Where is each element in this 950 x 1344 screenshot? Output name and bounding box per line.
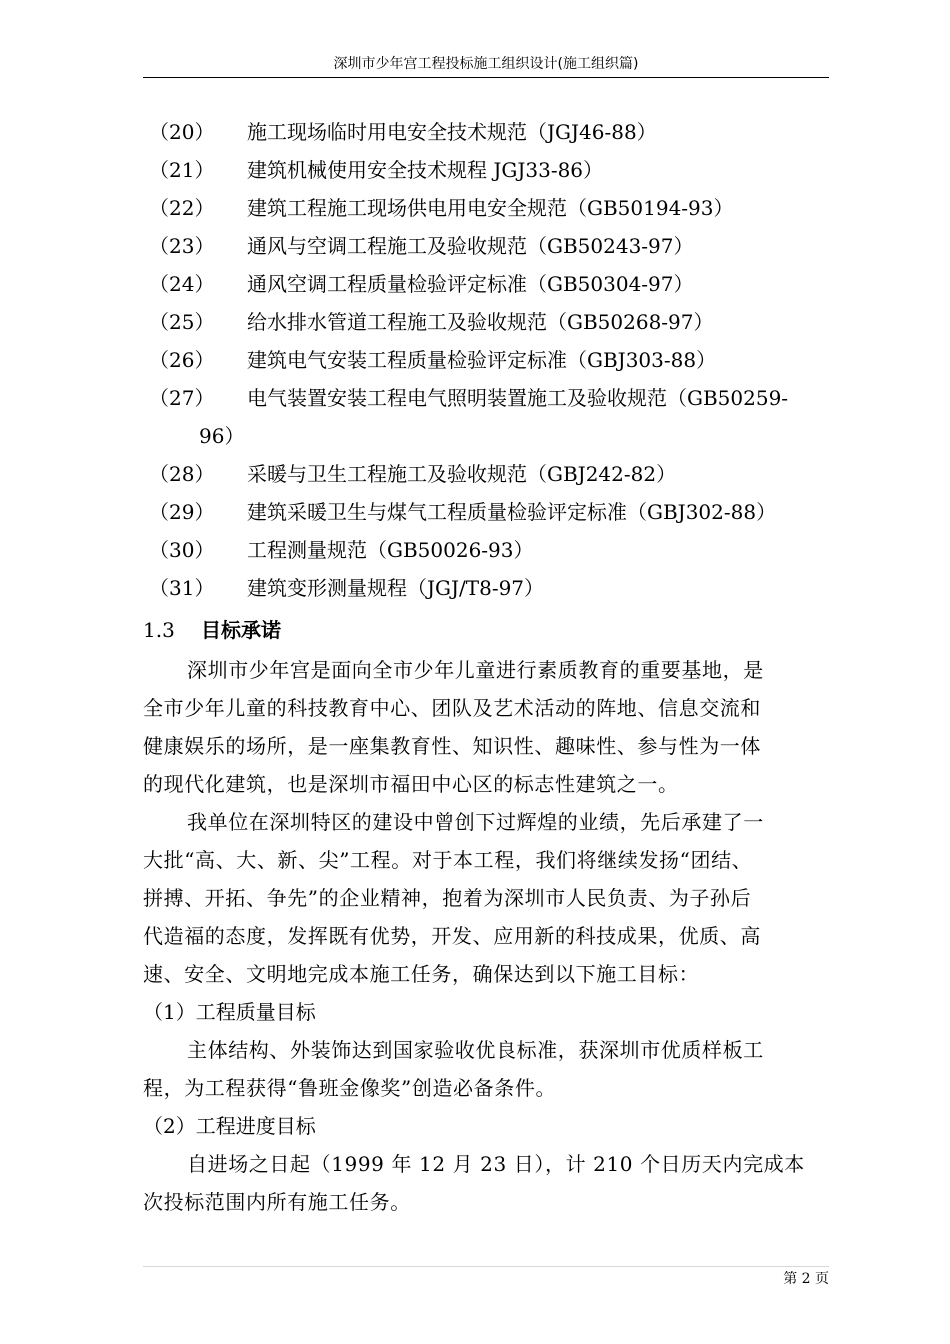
reference-item: [143, 303, 843, 341]
reference-item: [143, 493, 843, 531]
paragraph-line: 我单位在深圳特区的建设中曾创下过辉煌的业绩，先后承建了一: [187, 810, 764, 834]
reference-text: 给水排水管道工程施工及验收规范（GB50268-97）: [247, 310, 714, 334]
reference-item: [143, 227, 843, 265]
reference-item: [143, 265, 843, 303]
reference-text: 通风与空调工程施工及验收规范（GB50243-97）: [247, 234, 694, 258]
schedule-goal: [143, 1107, 843, 1221]
paragraph-line: 拼搏、开拓、争先”的企业精神，抱着为深圳市人民负责、为子孙后: [143, 886, 752, 910]
quality-goal-heading: （1）工程质量目标: [143, 1000, 316, 1024]
quality-goal: [143, 993, 843, 1107]
paragraph-line: 代造福的态度，发挥既有优势，开发、应用新的科技成果，优质、高: [143, 924, 761, 948]
document-body: [143, 113, 843, 1221]
paragraph-line: 次投标范围内所有施工任务。: [143, 1190, 411, 1214]
reference-item: [143, 189, 843, 227]
reference-continuation: 96）: [199, 424, 245, 448]
paragraph-line: 健康娱乐的场所，是一座集教育性、知识性、趣味性、参与性为一体: [143, 734, 761, 758]
footer-divider: [143, 1266, 829, 1267]
paragraph-line: 的现代化建筑，也是深圳市福田中心区的标志性建筑之一。: [143, 772, 679, 796]
header-title: 深圳市少年宫工程投标施工组织设计(施工组织篇): [333, 56, 639, 72]
paragraph-commitment: [143, 803, 843, 993]
reference-number: （24）: [149, 272, 215, 296]
reference-number: （29）: [149, 500, 215, 524]
schedule-goal-heading: （2）工程进度目标: [143, 1114, 316, 1138]
reference-list: [143, 113, 843, 607]
reference-text: 电气装置安装工程电气照明装置施工及验收规范（GB50259-: [247, 386, 789, 410]
header-divider: [143, 77, 829, 78]
reference-item: [143, 531, 843, 569]
reference-number: （26）: [149, 348, 215, 372]
page-number: 第 2 页: [783, 1271, 829, 1287]
reference-number: （30）: [149, 538, 215, 562]
reference-text: 建筑电气安装工程质量检验评定标准（GBJ303-88）: [247, 348, 717, 372]
reference-text: 采暖与卫生工程施工及验收规范（GBJ242-82）: [247, 462, 677, 486]
reference-item: [143, 151, 843, 189]
reference-text: 建筑采暖卫生与煤气工程质量检验评定标准（GBJ302-88）: [247, 500, 777, 524]
reference-number: （21）: [149, 158, 215, 182]
reference-number: （22）: [149, 196, 215, 220]
reference-text: 建筑变形测量规程（JGJ/T8-97）: [247, 576, 545, 600]
reference-number: （27）: [149, 386, 215, 410]
paragraph-line: 速、安全、文明地完成本施工任务，确保达到以下施工目标：: [143, 962, 700, 986]
section-title: 目标承诺: [201, 618, 281, 642]
reference-number: （25）: [149, 310, 215, 334]
paragraph-line: 程，为工程获得“鲁班金像奖”创造必备条件。: [143, 1076, 557, 1100]
paragraph-intro: [143, 651, 843, 803]
reference-text: 通风空调工程质量检验评定标准（GB50304-97）: [247, 272, 694, 296]
paragraph-line: 自进场之日起（1999 年 12 月 23 日），计 210 个日历天内完成本: [187, 1152, 805, 1176]
reference-text: 工程测量规范（GB50026-93）: [247, 538, 534, 562]
reference-item: [143, 569, 843, 607]
reference-item: [143, 455, 843, 493]
reference-text: 建筑工程施工现场供电用电安全规范（GB50194-93）: [247, 196, 734, 220]
reference-item: [143, 341, 843, 379]
reference-number: （28）: [149, 462, 215, 486]
section-number: 1.3: [143, 618, 175, 642]
page-header: [143, 55, 829, 73]
paragraph-line: 全市少年儿童的科技教育中心、团队及艺术活动的阵地、信息交流和: [143, 696, 761, 720]
reference-number: （31）: [149, 576, 215, 600]
paragraph-line: 大批“高、大、新、尖”工程。对于本工程，我们将继续发扬“团结、: [143, 848, 753, 872]
paragraph-line: 主体结构、外装饰达到国家验收优良标准，获深圳市优质样板工: [187, 1038, 764, 1062]
reference-text: 建筑机械使用安全技术规程 JGJ33-86）: [247, 158, 604, 182]
reference-text: 施工现场临时用电安全技术规范（JGJ46-88）: [247, 120, 657, 144]
reference-number: （23）: [149, 234, 215, 258]
reference-item: [143, 379, 843, 417]
reference-item: [143, 113, 843, 151]
reference-number: （20）: [149, 120, 215, 144]
section-heading: [143, 609, 843, 651]
paragraph-line: 深圳市少年宫是面向全市少年儿童进行素质教育的重要基地，是: [187, 658, 764, 682]
